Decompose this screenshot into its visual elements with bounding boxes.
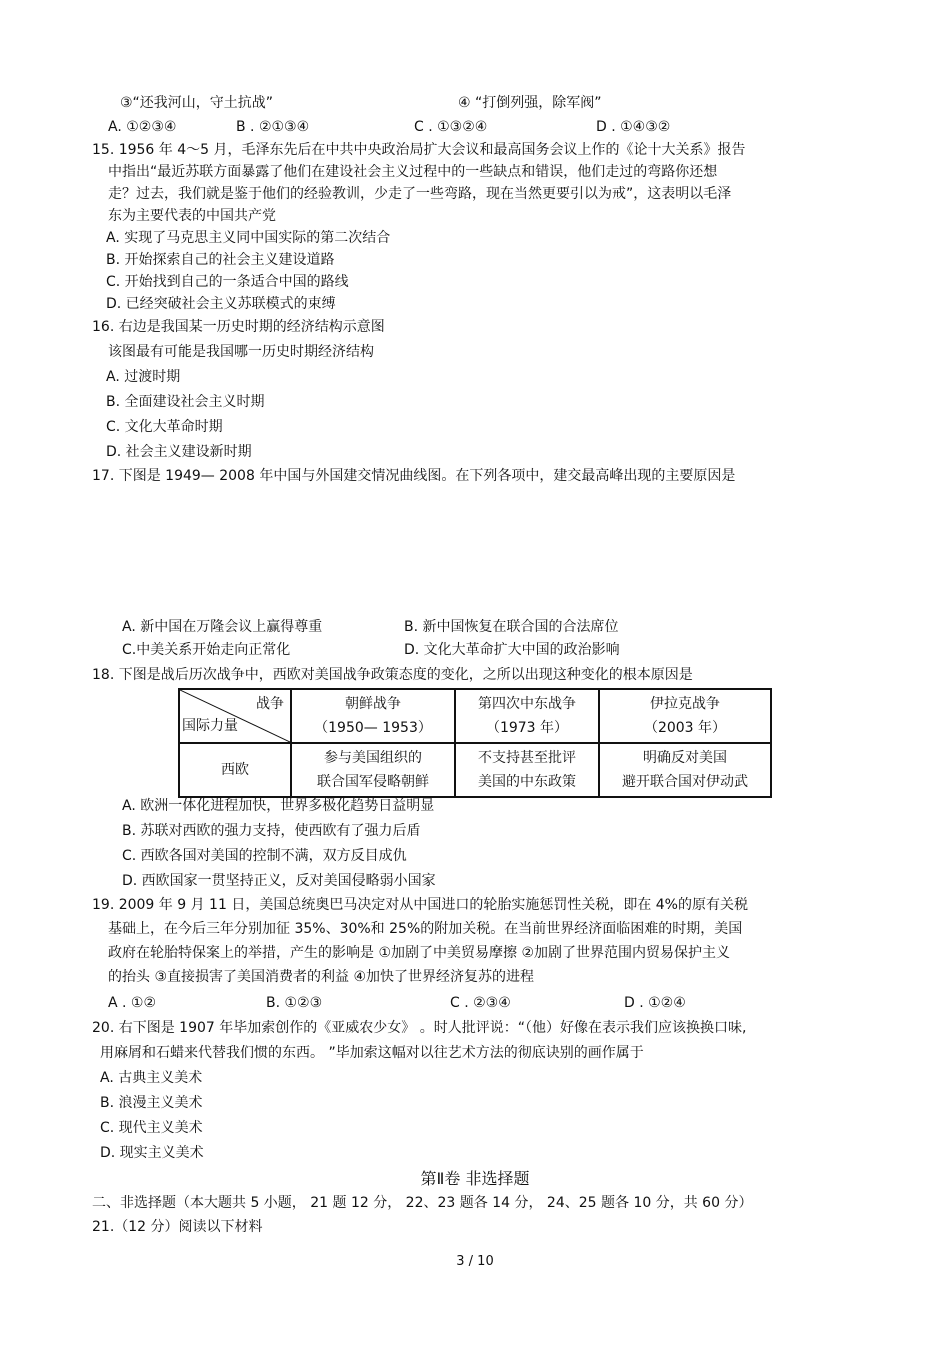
cell-line: 明确反对美国 bbox=[643, 750, 727, 766]
q18-war-table bbox=[178, 688, 772, 798]
q19-option-b: B. ①②③ bbox=[266, 995, 323, 1011]
table-corner-top: 战争 bbox=[256, 696, 284, 712]
q20-option-d: D. 现实主义美术 bbox=[100, 1145, 204, 1161]
q20-option-b: B. 浪漫主义美术 bbox=[100, 1095, 203, 1111]
table-header-war-2 bbox=[455, 689, 599, 743]
table-cell-1 bbox=[291, 743, 455, 797]
q19-stem-line-2: 基础上，在今后三年分别加征 35%、30%和 25%的附加关税。在当前世界经济面临困难的时期，美国 bbox=[108, 921, 743, 937]
table-corner-bottom: 国际力量 bbox=[182, 718, 238, 734]
q17-option-a: A. 新中国在万隆会议上赢得尊重 bbox=[122, 619, 323, 635]
part-2-title: 第Ⅱ卷 非选择题 bbox=[420, 1169, 530, 1188]
q20-stem-line-1: 20. 右下图是 1907 年毕加索创作的《亚威农少女》 。时人批评说：“（他）好像在表示我们应该换换口味, bbox=[92, 1020, 747, 1036]
table-row-label: 西欧 bbox=[179, 743, 291, 797]
q16-option-c: C. 文化大革命时期 bbox=[106, 419, 223, 435]
page-number: 3 / 10 bbox=[456, 1254, 494, 1269]
war-name: 伊拉克战争 bbox=[650, 696, 720, 712]
q14-item-4: ④ “打倒列强，除军阀” bbox=[458, 95, 602, 111]
q19-option-d: D . ①②④ bbox=[624, 995, 686, 1011]
q17-option-b: B. 新中国恢复在联合国的合法席位 bbox=[404, 619, 619, 635]
q15-option-b: B. 开始探索自己的社会主义建设道路 bbox=[106, 252, 335, 268]
q19-stem-line-4: 的抬头 ③直接损害了美国消费者的利益 ④加快了世界经济复苏的进程 bbox=[108, 969, 535, 985]
war-year: （1973 年） bbox=[485, 720, 569, 736]
q16-option-b: B. 全面建设社会主义时期 bbox=[106, 394, 265, 410]
q19-stem-line-3: 政府在轮胎特保案上的举措，产生的影响是 ①加剧了中美贸易摩擦 ②加剧了世界范围内贸易保护主义 bbox=[108, 945, 730, 961]
war-year: （2003 年） bbox=[643, 720, 727, 736]
war-name: 朝鲜战争 bbox=[345, 696, 401, 712]
table-cell-3 bbox=[599, 743, 771, 797]
q15-stem-line-4: 东为主要代表的中国共产党 bbox=[108, 208, 276, 224]
table-header-war-3 bbox=[599, 689, 771, 743]
q16-option-d: D. 社会主义建设新时期 bbox=[106, 444, 252, 460]
q15-stem-line-2: 中指出“最近苏联方面暴露了他们在建设社会主义过程中的一些缺点和错误，他们走过的弯路你还想 bbox=[108, 164, 718, 180]
q14-option-c: C . ①③②④ bbox=[414, 119, 488, 135]
table-header-war-1 bbox=[291, 689, 455, 743]
q17-option-c: C.中美关系开始走向正常化 bbox=[122, 642, 291, 658]
q19-option-a: A . ①② bbox=[108, 995, 157, 1011]
q17-stem: 17. 下图是 1949— 2008 年中国与外国建交情况曲线图。在下列各项中，建交最高峰出现的主要原因是 bbox=[92, 468, 736, 484]
q15-option-c: C. 开始找到自己的一条适合中国的路线 bbox=[106, 274, 349, 290]
q16-option-a: A. 过渡时期 bbox=[106, 369, 181, 385]
war-year: （1950— 1953） bbox=[314, 720, 432, 736]
cell-line: 不支持甚至批评 bbox=[478, 750, 576, 766]
q19-stem-line-1: 19. 2009 年 9 月 11 日，美国总统奥巴马决定对从中国进口的轮胎实施惩罚性关税，即在 4%的原有关税 bbox=[92, 897, 748, 913]
q15-option-a: A. 实现了马克思主义同中国实际的第二次结合 bbox=[106, 230, 391, 246]
q20-stem-line-2: 用麻屑和石蜡来代替我们惯的东西。 ”毕加索这幅对以往艺术方法的彻底诀别的画作属于 bbox=[100, 1045, 644, 1061]
q18-option-a: A. 欧洲一体化进程加快，世界多极化趋势日益明显 bbox=[122, 798, 435, 814]
q15-stem-line-3: 走？过去，我们就是鉴于他们的经验教训，少走了一些弯路，现在当然更要引以为戒”，这表明以毛泽 bbox=[108, 186, 732, 202]
q18-option-c: C. 西欧各国对美国的控制不满，双方反目成仇 bbox=[122, 848, 407, 864]
q15-option-d: D. 已经突破社会主义苏联模式的束缚 bbox=[106, 296, 336, 312]
table-corner-cell bbox=[179, 689, 291, 743]
q14-option-a: A. ①②③④ bbox=[108, 119, 177, 135]
part-2-description: 二、非选择题（本大题共 5 小题， 21 题 12 分， 22、23 题各 14 分， 24、25 题各 10 分，共 60 分） bbox=[92, 1195, 753, 1211]
q15-stem-line-1: 15. 1956 年 4～5 月，毛泽东先后在中共中央政治局扩大会议和最高国务会议上作的《论十大关系》报告 bbox=[92, 142, 746, 158]
q17-option-d: D. 文化大革命扩大中国的政治影响 bbox=[404, 642, 620, 658]
q19-option-c: C . ②③④ bbox=[450, 995, 511, 1011]
cell-line: 参与美国组织的 bbox=[324, 750, 422, 766]
cell-line: 避开联合国对伊动武 bbox=[622, 774, 748, 790]
cell-line: 联合国军侵略朝鲜 bbox=[317, 774, 429, 790]
cell-line: 美国的中东政策 bbox=[478, 774, 576, 790]
table-cell-2 bbox=[455, 743, 599, 797]
q20-option-c: C. 现代主义美术 bbox=[100, 1120, 203, 1136]
q14-option-d: D . ①④③② bbox=[596, 119, 671, 135]
q14-option-b: B . ②①③④ bbox=[236, 119, 310, 135]
q16-stem-line-1: 16. 右边是我国某一历史时期的经济结构示意图 bbox=[92, 319, 385, 335]
q18-stem: 18. 下图是战后历次战争中，西欧对美国战争政策态度的变化，之所以出现这种变化的根本原因是 bbox=[92, 667, 693, 683]
q18-option-d: D. 西欧国家一贯坚持正义，反对美国侵略弱小国家 bbox=[122, 873, 436, 889]
q21-stem: 21.（12 分）阅读以下材料 bbox=[92, 1219, 263, 1235]
q20-option-a: A. 古典主义美术 bbox=[100, 1070, 203, 1086]
q14-item-3: ③“还我河山，守土抗战” bbox=[120, 95, 274, 111]
war-name: 第四次中东战争 bbox=[478, 696, 576, 712]
q16-stem-line-2: 该图最有可能是我国哪一历史时期经济结构 bbox=[108, 344, 374, 360]
q18-option-b: B. 苏联对西欧的强力支持，使西欧有了强力后盾 bbox=[122, 823, 421, 839]
